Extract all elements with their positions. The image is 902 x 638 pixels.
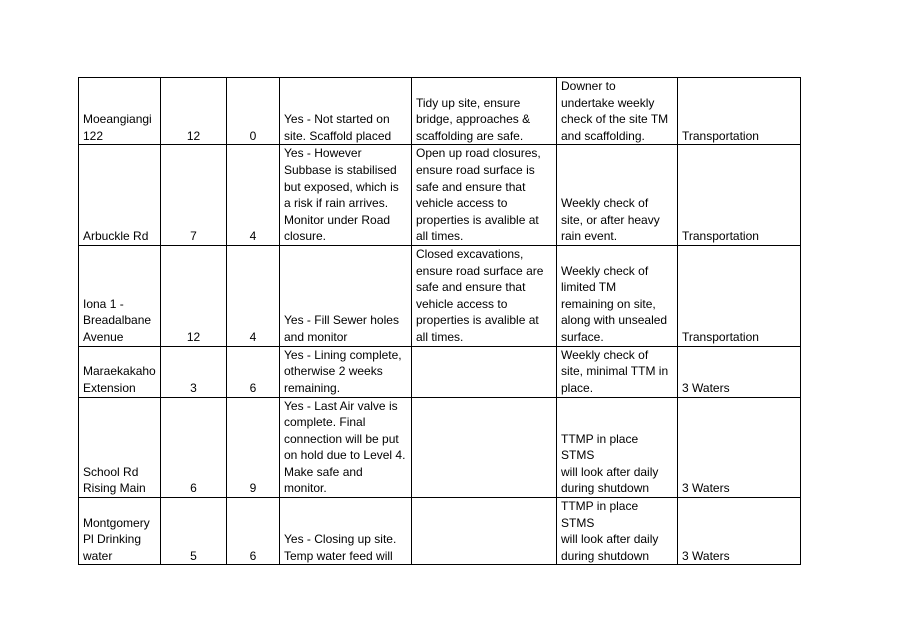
site-name-cell: Montgomery Pl Drinking water [79, 498, 161, 565]
action-cell: Open up road closures, ensure road surface is safe and ensure that vehicle access to properties is avalible at all times. [412, 145, 557, 246]
status-cell: Yes - However Subbase is stabilised but exposed, which is a risk if rain arrives. Monitor under Road closure. [280, 145, 412, 246]
table-row [79, 346, 801, 397]
monitoring-cell: TTMP in place STMS will look after daily during shutdown [557, 498, 678, 565]
site-status-table [78, 77, 801, 565]
status-cell: Yes - Last Air valve is complete. Final connection will be put on hold due to Level 4. Make safe and monitor. [280, 397, 412, 498]
table-row [79, 245, 801, 346]
table-row [79, 498, 801, 565]
count-cell: 6 [227, 498, 280, 565]
action-cell: Closed excavations, ensure road surface are safe and ensure that vehicle access to properties is avalible at all times. [412, 245, 557, 346]
count-cell: 7 [161, 145, 227, 246]
count-cell: 12 [161, 78, 227, 145]
count-cell: 6 [161, 397, 227, 498]
monitoring-cell: Downer to undertake weekly check of the site TM and scaffolding. [557, 78, 678, 145]
action-cell [412, 498, 557, 565]
count-cell: 12 [161, 245, 227, 346]
action-cell [412, 397, 557, 498]
count-cell: 4 [227, 245, 280, 346]
monitoring-cell: Weekly check of limited TM remaining on site, along with unsealed surface. [557, 245, 678, 346]
monitoring-cell: TTMP in place STMS will look after daily during shutdown [557, 397, 678, 498]
status-cell: Yes - Closing up site. Temp water feed will [280, 498, 412, 565]
count-cell: 3 [161, 346, 227, 397]
site-name-cell: Iona 1 - Breadalbane Avenue [79, 245, 161, 346]
monitoring-cell: Weekly check of site, minimal TTM in place. [557, 346, 678, 397]
count-cell: 4 [227, 145, 280, 246]
category-cell: Transportation [678, 78, 801, 145]
count-cell: 9 [227, 397, 280, 498]
category-cell: Transportation [678, 245, 801, 346]
count-cell: 5 [161, 498, 227, 565]
action-cell: Tidy up site, ensure bridge, approaches & scaffolding are safe. [412, 78, 557, 145]
category-cell: 3 Waters [678, 346, 801, 397]
action-cell [412, 346, 557, 397]
category-cell: Transportation [678, 145, 801, 246]
monitoring-cell: Weekly check of site, or after heavy rain event. [557, 145, 678, 246]
count-cell: 0 [227, 78, 280, 145]
status-cell: Yes - Lining complete, otherwise 2 weeks remaining. [280, 346, 412, 397]
site-name-cell: School Rd Rising Main [79, 397, 161, 498]
table-row [79, 397, 801, 498]
category-cell: 3 Waters [678, 498, 801, 565]
site-name-cell: Arbuckle Rd [79, 145, 161, 246]
count-cell: 6 [227, 346, 280, 397]
status-cell: Yes - Fill Sewer holes and monitor [280, 245, 412, 346]
status-cell: Yes - Not started on site. Scaffold placed [280, 78, 412, 145]
table-row [79, 78, 801, 145]
table-row [79, 145, 801, 246]
site-name-cell: Maraekakaho Extension [79, 346, 161, 397]
category-cell: 3 Waters [678, 397, 801, 498]
site-name-cell: Moeangiangi 122 [79, 78, 161, 145]
